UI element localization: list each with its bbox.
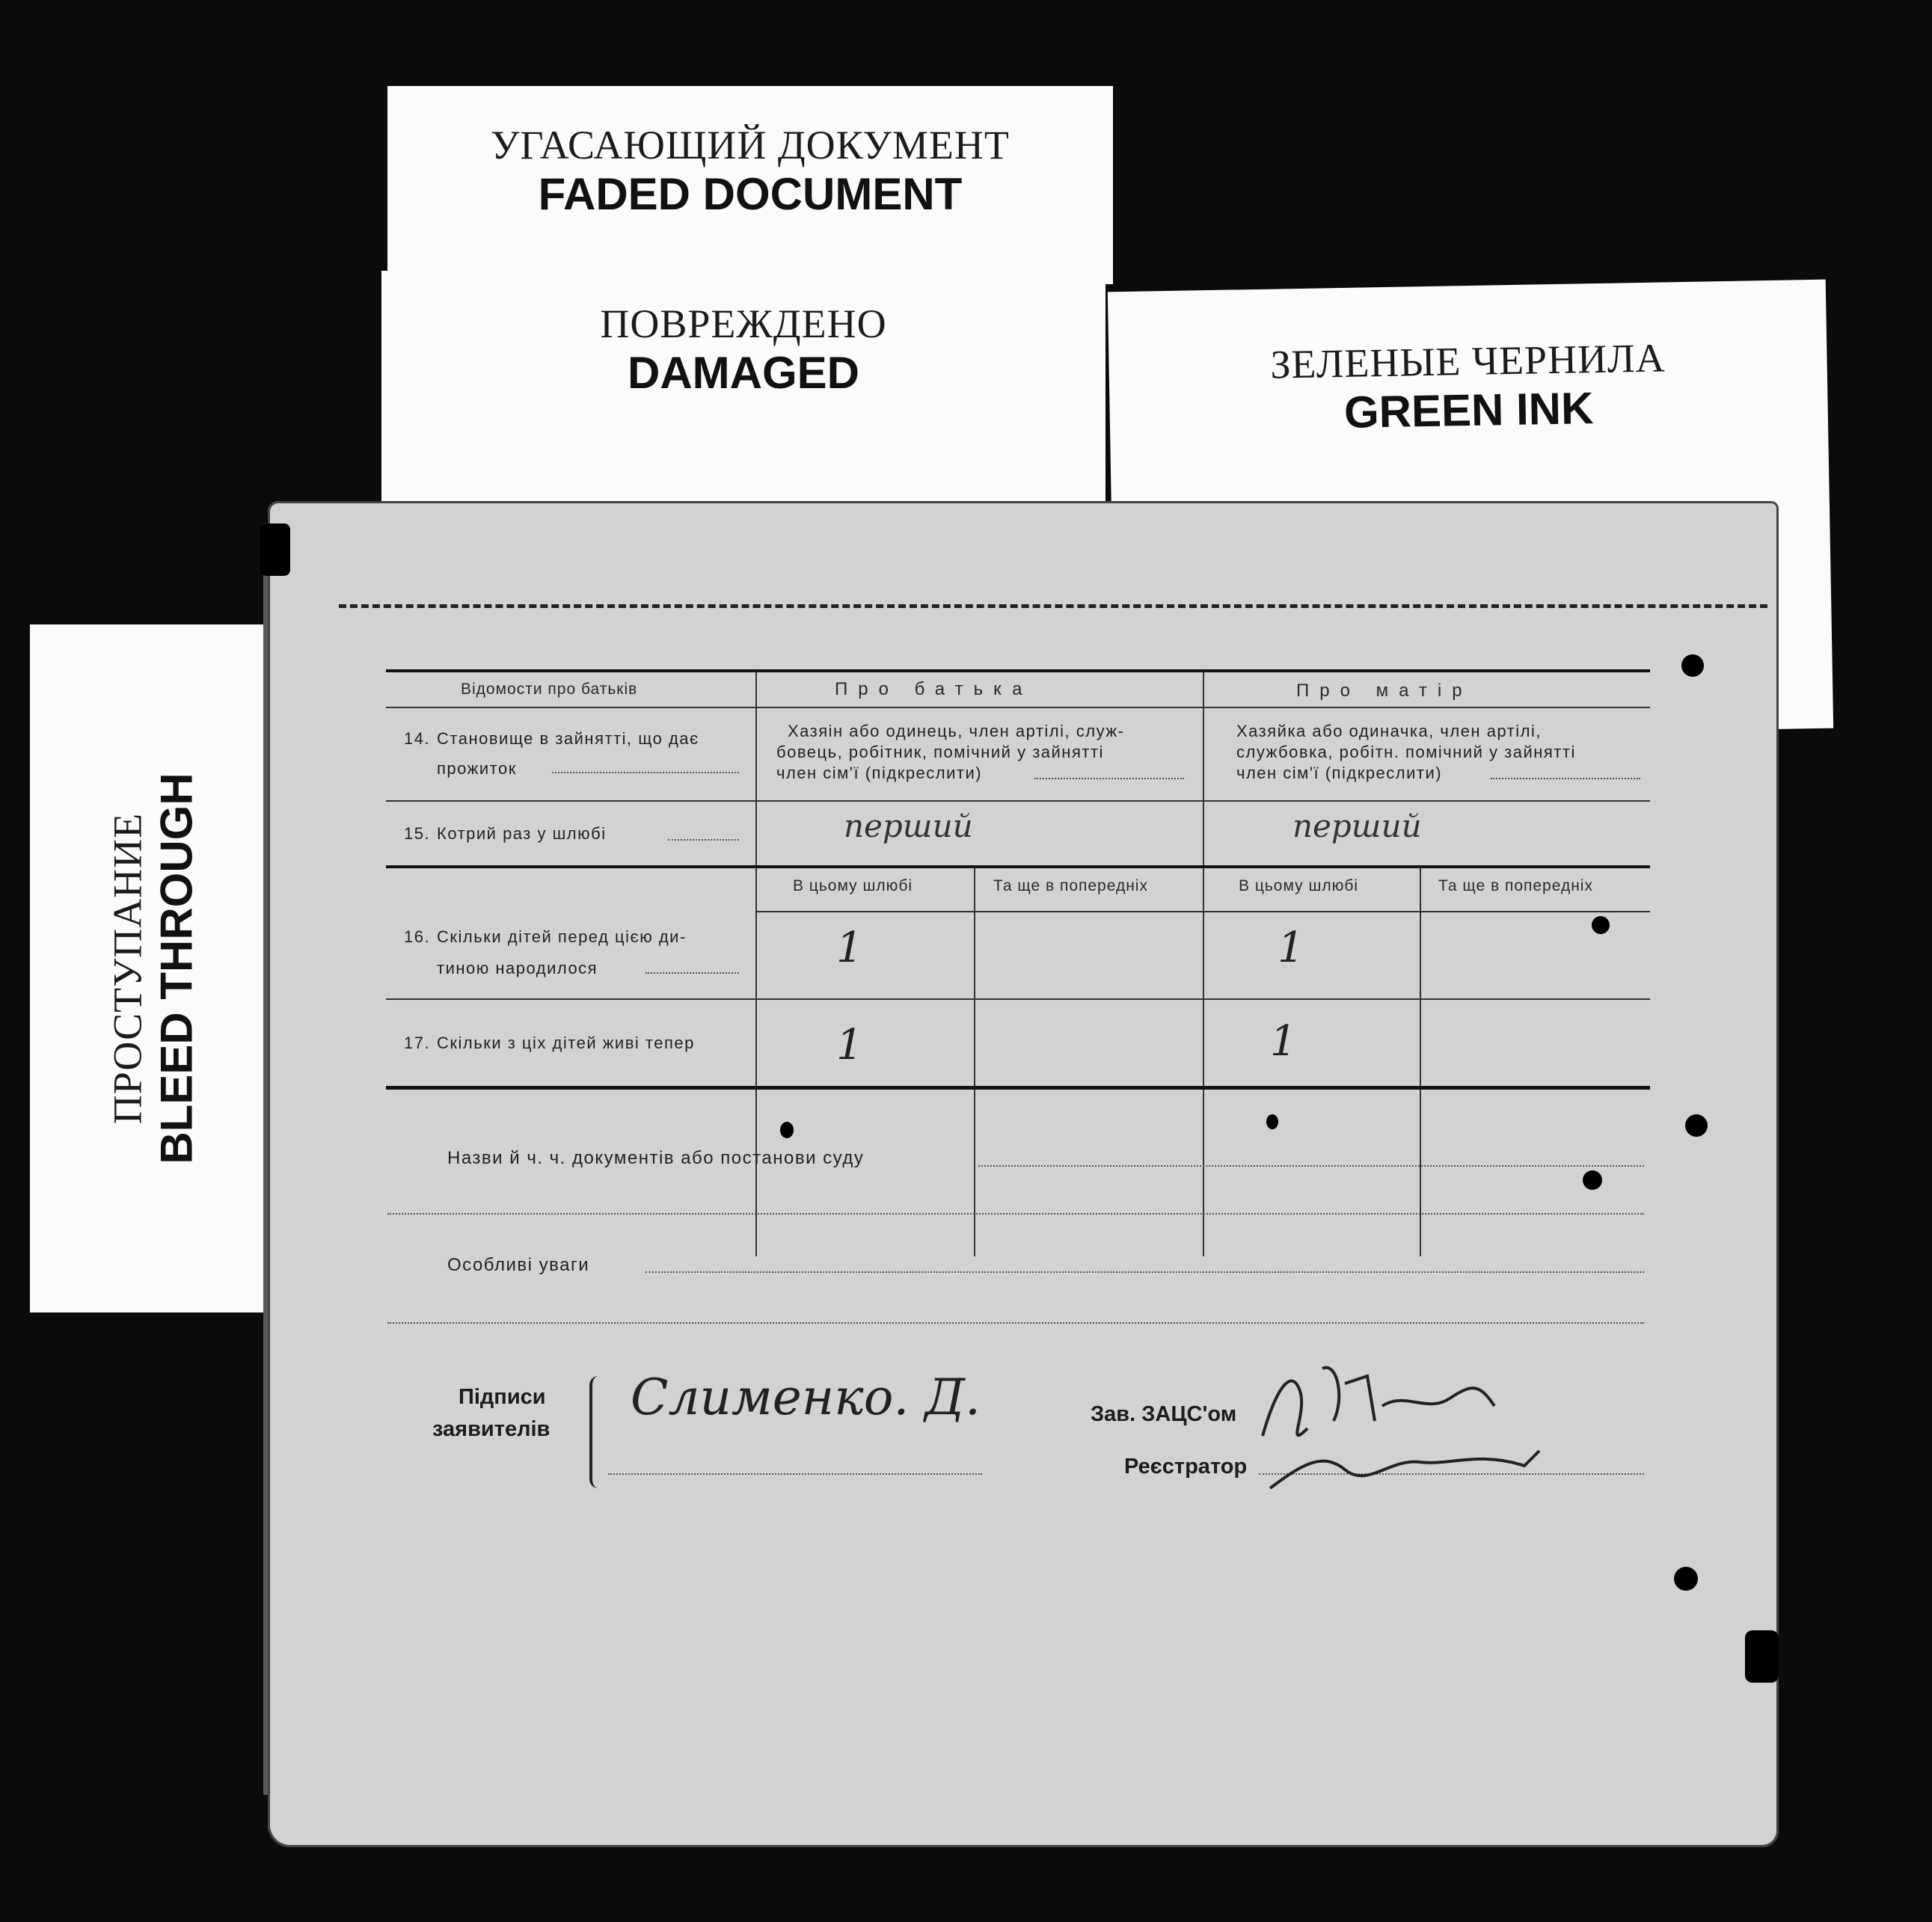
row14-father-line2: бовець, робітник, помічний у зайнятті bbox=[776, 743, 1104, 761]
applicants-bracket bbox=[589, 1376, 606, 1488]
registrar-signature bbox=[1255, 1339, 1569, 1503]
table-vline-3 bbox=[974, 868, 975, 1256]
table-bottom-rule bbox=[386, 1086, 1650, 1090]
bleed-label-ru: ПРОСТУПАНИЕ bbox=[105, 812, 150, 1125]
row17-label: Скільки з ціх дітей живі тепер bbox=[437, 1034, 695, 1052]
row15-mother-value: перший bbox=[1292, 808, 1422, 844]
applicants-label-line1: Підписи bbox=[459, 1385, 546, 1409]
table-vline-2 bbox=[1203, 672, 1204, 1256]
row14-mother-dots bbox=[1491, 778, 1640, 779]
damaged-label-en: DAMAGED bbox=[628, 348, 859, 398]
row16-label-dots bbox=[645, 972, 739, 974]
row15-father-value: перший bbox=[844, 808, 973, 844]
damage-blot bbox=[1583, 1170, 1602, 1190]
head-zags-label: Зав. ЗАЦС'ом bbox=[1091, 1402, 1237, 1426]
subheader-mother-this: В цьому шлюбі bbox=[1239, 877, 1359, 894]
row14-bottom-rule bbox=[386, 800, 1650, 802]
bleed-through-label bbox=[30, 624, 277, 1312]
faded-label-ru: УГАСАЮЩИЙ ДОКУМЕНТ bbox=[491, 123, 1010, 168]
notes-label: Особливі уваги bbox=[447, 1255, 590, 1275]
col-header-mother: Про матір bbox=[1296, 681, 1473, 701]
col-header-father: Про батька bbox=[835, 679, 1033, 699]
row16-bottom-rule bbox=[386, 998, 1650, 1000]
row16-mother-this: 1 bbox=[1278, 924, 1304, 972]
row15-label-dots bbox=[668, 839, 739, 841]
row14-father-dots bbox=[1034, 778, 1184, 779]
perforation-line bbox=[339, 604, 1767, 608]
registration-form-sheet bbox=[268, 501, 1779, 1847]
damaged-label bbox=[381, 271, 1105, 510]
row17-mother-this: 1 bbox=[1270, 1017, 1297, 1066]
subheader-father-previous: Та ще в попередніх bbox=[993, 877, 1148, 894]
table-header-rule bbox=[386, 707, 1650, 708]
bleed-label-en: BLEED THROUGH bbox=[151, 773, 202, 1164]
row16-father-this: 1 bbox=[836, 924, 863, 972]
row14-label-line1: Становище в зайнятті, що дає bbox=[437, 729, 699, 748]
notes-dots-2 bbox=[387, 1322, 1644, 1324]
green-ink-label-ru: ЗЕЛЕНЫЕ ЧЕРНИЛА bbox=[1269, 335, 1666, 387]
documents-label: Назви й ч. ч. документів або постанови суду bbox=[447, 1148, 865, 1168]
row14-label-line2: прожиток bbox=[437, 759, 517, 778]
row14-label-dots bbox=[552, 772, 739, 773]
row16-number: 16. bbox=[404, 927, 431, 946]
damage-blot bbox=[1266, 1114, 1278, 1129]
row14-father-line3: член сім'ї (підкреслити) bbox=[776, 764, 983, 782]
row14-mother-line2: службовка, робітн. помічний у зайнятті bbox=[1236, 743, 1576, 761]
registrar-label: Реєстратор bbox=[1124, 1455, 1248, 1479]
damage-blot bbox=[1745, 1630, 1779, 1683]
documents-dots-2 bbox=[387, 1213, 1644, 1215]
col-header-parents-info: Відомости про батьків bbox=[461, 681, 638, 698]
damage-blot bbox=[260, 524, 290, 576]
damage-blot bbox=[780, 1122, 794, 1138]
damage-blot bbox=[1674, 1567, 1698, 1591]
row16-label-line1: Скільки дітей перед цією ди- bbox=[437, 927, 687, 946]
row14-number: 14. bbox=[404, 729, 431, 748]
faded-document-label bbox=[387, 86, 1113, 284]
damaged-label-ru: ПОВРЕЖДЕНО bbox=[600, 301, 887, 346]
faded-label-en: FADED DOCUMENT bbox=[538, 169, 963, 219]
row16-label-line2: тиною народилося bbox=[437, 959, 598, 977]
table-top-rule bbox=[386, 669, 1650, 672]
subheader-rule bbox=[755, 911, 1650, 912]
row17-number: 17. bbox=[404, 1034, 431, 1052]
green-ink-label-en: GREEN INK bbox=[1343, 383, 1594, 437]
applicants-label-line2: заявителів bbox=[432, 1417, 551, 1441]
damage-blot bbox=[1592, 916, 1610, 934]
row15-number: 15. bbox=[404, 824, 431, 843]
subheader-mother-previous: Та ще в попередніх bbox=[1438, 877, 1593, 894]
table-vline-4 bbox=[1420, 868, 1421, 1256]
row14-mother-line3: член сім'ї (підкреслити) bbox=[1236, 764, 1443, 782]
row17-father-this: 1 bbox=[836, 1021, 863, 1069]
row15-bottom-rule bbox=[386, 865, 1650, 868]
row14-mother-line1: Хазяйка або одиначка, член артілі, bbox=[1236, 722, 1542, 740]
applicant-signature-line bbox=[608, 1473, 982, 1475]
row15-label: Котрий раз у шлюбі bbox=[437, 824, 607, 843]
damage-blot bbox=[1681, 654, 1704, 677]
applicant-signature: Слименко. Д. bbox=[631, 1369, 981, 1426]
row14-father-line1: Хазяін або одинець, член артілі, служ- bbox=[788, 722, 1125, 740]
documents-dots bbox=[978, 1165, 1644, 1167]
subheader-father-this: В цьому шлюбі bbox=[793, 877, 913, 894]
notes-dots bbox=[645, 1271, 1644, 1273]
damage-blot bbox=[1685, 1114, 1708, 1137]
